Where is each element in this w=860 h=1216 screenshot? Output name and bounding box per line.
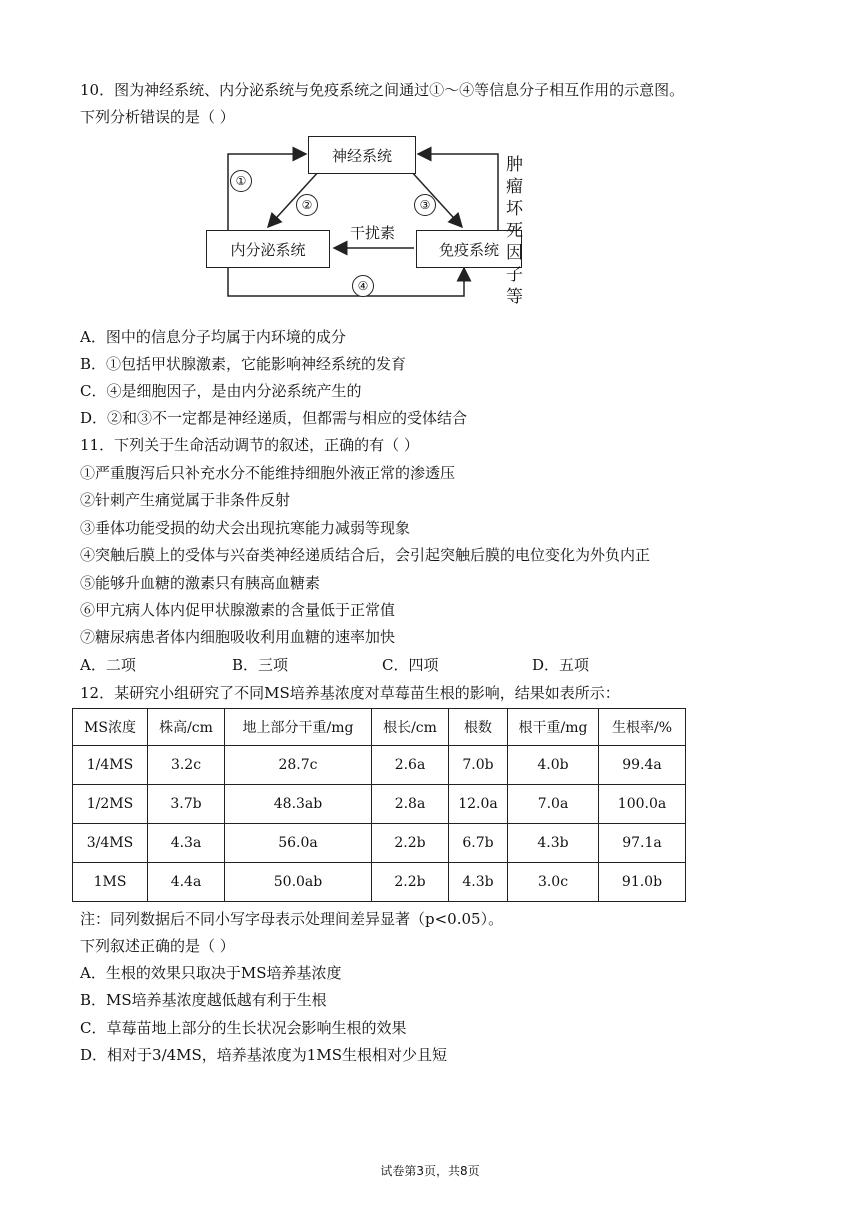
table-cell: 4.3b [508,824,599,863]
table-cell: 1/4MS [73,746,148,785]
node-endocrine-system: 内分泌系统 [206,230,330,268]
table-cell: 100.0a [599,785,686,824]
q11-option-a: A．二项 [80,656,136,674]
table-row [73,824,686,863]
q12-question: 下列叙述正确的是（ ） [80,937,235,955]
q10-option-b: B．①包括甲状腺激素，它能影响神经系统的发育 [80,355,407,373]
node-nervous-system: 神经系统 [308,136,416,174]
q12-option-b: B．MS培养基浓度越低越有利于生根 [80,991,327,1009]
table-cell: 28.7c [225,746,372,785]
q10-option-c: C．④是细胞因子，是由内分泌系统产生的 [80,382,362,400]
table-cell: 4.3b [449,863,508,902]
table-row [73,785,686,824]
q12-option-d: D．相对于3/4MS，培养基浓度为1MS生根相对少且短 [80,1046,447,1064]
label-interferon: 干扰素 [350,224,396,242]
table-cell: 1MS [73,863,148,902]
table-header-cell: 株高/cm [148,709,225,746]
arrow-1 [228,154,306,232]
label-1: ① [230,170,252,192]
q10-option-a: A．图中的信息分子均属于内环境的成分 [80,328,346,346]
q11-item-3: ③垂体功能受损的幼犬会出现抗寒能力减弱等现象 [80,519,411,537]
table-header-row [73,709,686,746]
table-header-cell: 生根率/% [599,709,686,746]
q11-option-c: C．四项 [382,656,439,674]
q10-option-d: D．②和③不一定都是神经递质，但都需与相应的受体结合 [80,409,468,427]
q11-item-4: ④突触后膜上的受体与兴奋类神经递质结合后，会引起突触后膜的电位变化为外负内正 [80,546,651,564]
q10-stem-line1: 10．图为神经系统、内分泌系统与免疫系统之间通过①～④等信息分子相互作用的示意图。 [80,81,685,99]
table-header-cell: 根数 [449,709,508,746]
table-cell: 1/2MS [73,785,148,824]
q12-option-a: A．生根的效果只取决于MS培养基浓度 [80,964,342,982]
table-cell: 99.4a [599,746,686,785]
q12-option-c: C．草莓苗地上部分的生长状况会影响生根的效果 [80,1019,407,1037]
table-cell: 2.2b [372,863,449,902]
q11-item-5: ⑤能够升血糖的激素只有胰高血糖素 [80,574,321,592]
label-3: ③ [414,194,436,216]
table-header-cell: 根长/cm [372,709,449,746]
label-4: ④ [352,275,374,297]
table-cell: 3.2c [148,746,225,785]
table-cell: 4.3a [148,824,225,863]
table-cell: 4.0b [508,746,599,785]
table-cell: 2.8a [372,785,449,824]
label-tnf-line3: 等 [506,287,523,307]
table-cell: 4.4a [148,863,225,902]
table-cell: 3.0c [508,863,599,902]
table-cell: 48.3ab [225,785,372,824]
table-header-cell: MS浓度 [73,709,148,746]
table-cell: 50.0ab [225,863,372,902]
table-header-cell: 地上部分干重/mg [225,709,372,746]
table-row [73,863,686,902]
q11-stem: 11．下列关于生命活动调节的叙述，正确的有（ ） [80,436,419,454]
table-cell: 2.6a [372,746,449,785]
table-cell: 2.2b [372,824,449,863]
q11-item-1: ①严重腹泻后只补充水分不能维持细胞外液正常的渗透压 [80,464,456,482]
q11-option-d: D．五项 [532,656,590,674]
q11-item-2: ②针刺产生痛觉属于非条件反射 [80,491,291,509]
table-cell: 6.7b [449,824,508,863]
node-immune-system: 免疫系统 [416,230,522,268]
table-cell: 7.0b [449,746,508,785]
q12-table [72,708,686,902]
q12-stem: 12．某研究小组研究了不同MS培养基浓度对草莓苗生根的影响，结果如表所示： [80,684,620,702]
label-2: ② [296,194,318,216]
label-tnf [506,154,530,308]
table-cell: 3/4MS [73,824,148,863]
table-cell: 91.0b [599,863,686,902]
label-tnf-line1: 肿瘤坏 [506,155,523,219]
table-cell: 3.7b [148,785,225,824]
table-cell: 12.0a [449,785,508,824]
table-cell: 97.1a [599,824,686,863]
table-row [73,746,686,785]
table-cell: 56.0a [225,824,372,863]
arrow-4 [228,266,464,296]
q10-diagram [200,132,530,307]
table-cell: 7.0a [508,785,599,824]
q10-stem-line2: 下列分析错误的是（ ） [80,108,235,126]
table-header-cell: 根干重/mg [508,709,599,746]
label-tnf-line2: 死因子 [506,221,523,285]
q12-note: 注：同列数据后不同小写字母表示处理间差异显著（p<0.05）。 [80,910,504,928]
q11-item-7: ⑦糖尿病患者体内细胞吸收利用血糖的速率加快 [80,628,396,646]
page-footer: 试卷第3页，共8页 [380,1164,480,1178]
q11-item-6: ⑥甲亢病人体内促甲状腺激素的含量低于正常值 [80,601,396,619]
q11-option-b: B．三项 [232,656,289,674]
